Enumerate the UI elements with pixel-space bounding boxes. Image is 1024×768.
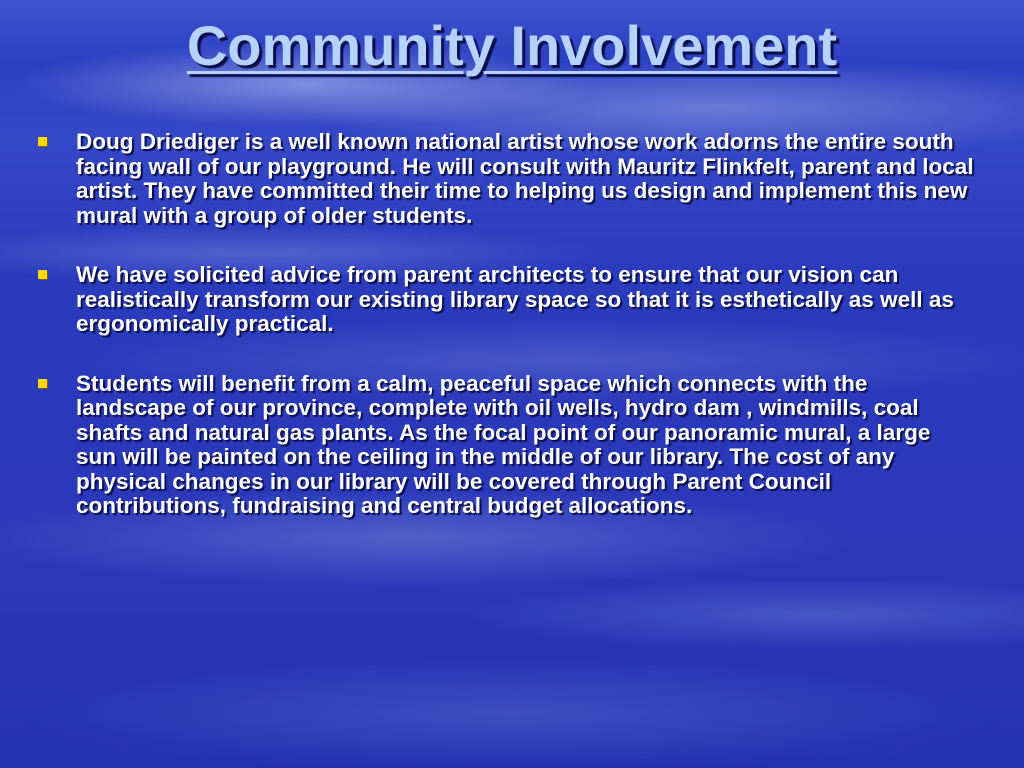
slide-title: Community Involvement [186,14,838,77]
bullet-list [36,130,976,554]
bullet-text: We have solicited advice from parent architects to ensure that our vision can realistically transform our existing library space so that it is esthetically as well as ergonomically practical. [76,262,954,336]
square-bullet-icon [38,137,47,146]
bullet-text: Students will benefit from a calm, peaceful space which connects with the landscape of our province, complete with oil wells, hydro dam , windmills, coal shafts and natural gas plants. As the focal point of our panoramic mural, a large sun will be painted on the ceiling in the middle of our library. The cost of any physical changes in our library will be covered through Parent Council contributions, fundraising and central budget allocations. [76,370,931,518]
bullet-item [36,372,976,519]
bullet-text: Doug Driediger is a well known national artist whose work adorns the entire south facing wall of our playground. He will consult with Mauritz Flinkfelt, parent and local artist. They have committed their time to helping us design and implement this new mural with a group of older students. [76,129,974,228]
bullet-item [36,130,976,228]
square-bullet-icon [38,270,47,279]
square-bullet-icon [38,379,47,388]
bullet-item [36,263,976,337]
